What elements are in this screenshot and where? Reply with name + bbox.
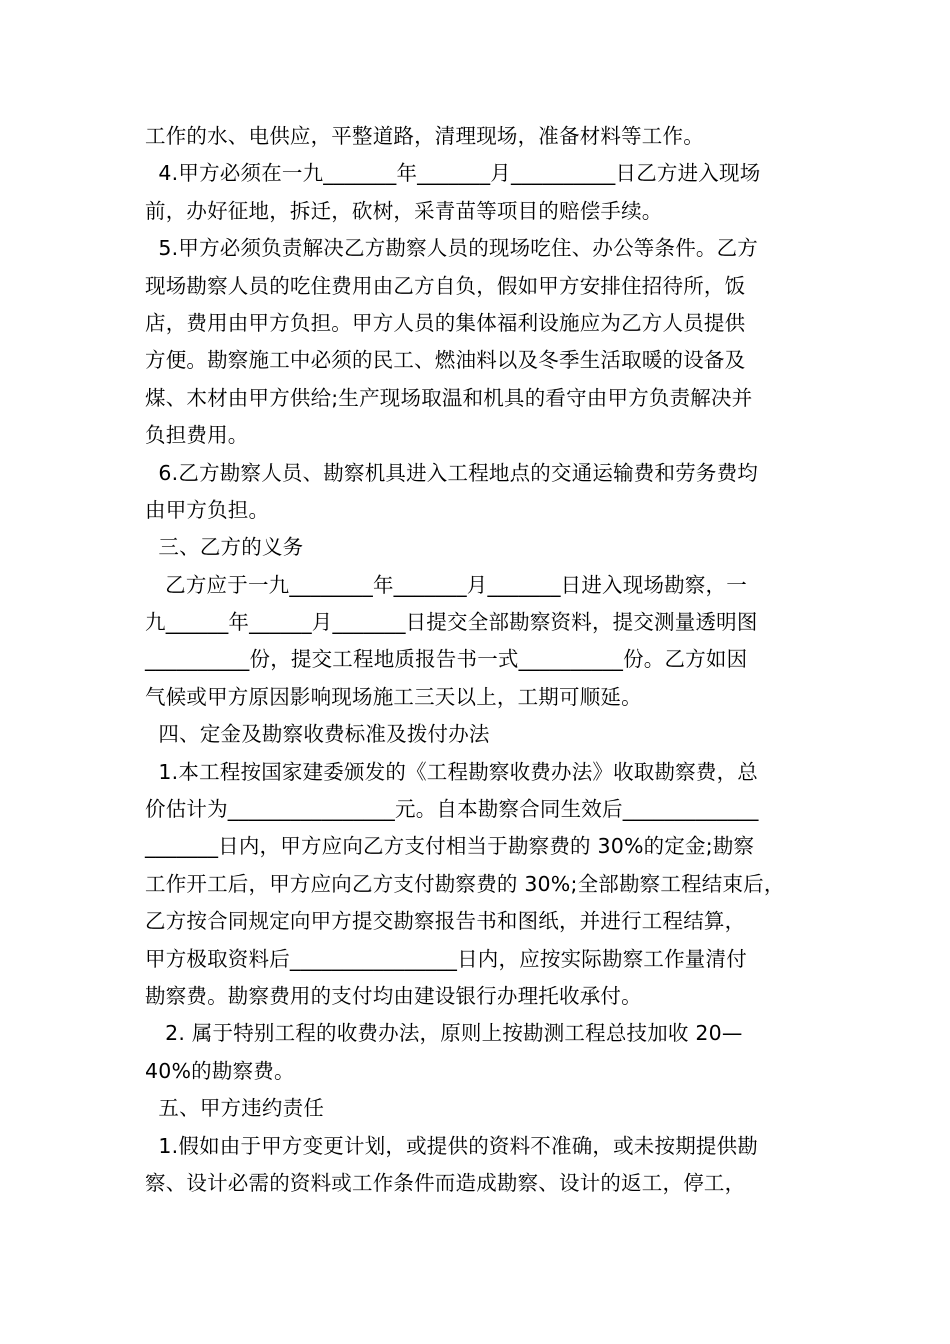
text-line: _______日内，甲方应向乙方支付相当于勘察费的 30%的定金;勘察 bbox=[145, 834, 755, 859]
text-line: 6.乙方勘察人员、勘察机具进入工程地点的交通运输费和劳务费均 bbox=[145, 460, 758, 485]
section-heading: 四、定金及勘察收费标准及拨付办法 bbox=[145, 722, 490, 747]
text-line: 由甲方负担。 bbox=[145, 497, 270, 522]
text-line: 气候或甲方原因影响现场施工三天以上，工期可顺延。 bbox=[145, 684, 642, 709]
text-line: 5.甲方必须负责解决乙方勘察人员的现场吃住、办公等条件。乙方 bbox=[145, 236, 758, 261]
document-page bbox=[145, 118, 810, 1202]
text-line: 价估计为________________元。自本勘察合同生效后_____________ bbox=[145, 797, 759, 822]
text-line: 乙方按合同规定向甲方提交勘察报告书和图纸，并进行工程结算， bbox=[145, 909, 746, 934]
text-line: 40%的勘察费。 bbox=[145, 1058, 295, 1083]
text-line: 2. 属于特别工程的收费办法，原则上按勘测工程总技加收 20— bbox=[145, 1021, 743, 1046]
text-line: 工作的水、电供应，平整道路，清理现场，准备材料等工作。 bbox=[145, 124, 704, 148]
text-line: 九______年______月_______日提交全部勘察资料，提交测量透明图 bbox=[145, 610, 758, 635]
text-line: 察、设计必需的资料或工作条件而造成勘察、设计的返工，停工， bbox=[145, 1170, 746, 1195]
text-line: 1.假如由于甲方变更计划，或提供的资料不准确，或未按期提供勘 bbox=[145, 1133, 758, 1158]
section-heading: 三、乙方的义务 bbox=[145, 535, 304, 560]
text-line: 工作开工后，甲方应向乙方支付勘察费的 30%;全部勘察工程结束后， bbox=[145, 871, 785, 896]
text-line: 方便。勘察施工中必须的民工、燃油料以及冬季生活取暖的设备及 bbox=[145, 348, 746, 373]
text-line: 1.本工程按国家建委颁发的《工程勘察收费办法》收取勘察费，总 bbox=[145, 759, 758, 784]
text-line: 前，办好征地，拆迁，砍树，采青苗等项目的赔偿手续。 bbox=[145, 198, 663, 223]
text-line: 店，费用由甲方负担。甲方人员的集体福利设施应为乙方人员提供 bbox=[145, 310, 746, 335]
text-line: 煤、木材由甲方供给;生产现场取温和机具的看守由甲方负责解决并 bbox=[145, 385, 753, 410]
section-heading: 五、甲方违约责任 bbox=[145, 1096, 325, 1121]
text-line: 乙方应于一九________年_______月_______日进入现场勘察，一 bbox=[145, 572, 747, 597]
text-line: 4.甲方必须在一九_______年_______月__________日乙方进入现场 bbox=[145, 161, 761, 186]
text-line: 勘察费。勘察费用的支付均由建设银行办理托收承付。 bbox=[145, 983, 642, 1008]
text-line: __________份，提交工程地质报告书一式__________份。乙方如因 bbox=[145, 647, 748, 672]
text-line: 负担费用。 bbox=[145, 423, 249, 448]
text-line: 现场勘察人员的吃住费用由乙方自负，假如甲方安排住招待所，饭 bbox=[145, 273, 746, 298]
text-line: 甲方极取资料后________________日内，应按实际勘察工作量清付 bbox=[145, 946, 747, 971]
